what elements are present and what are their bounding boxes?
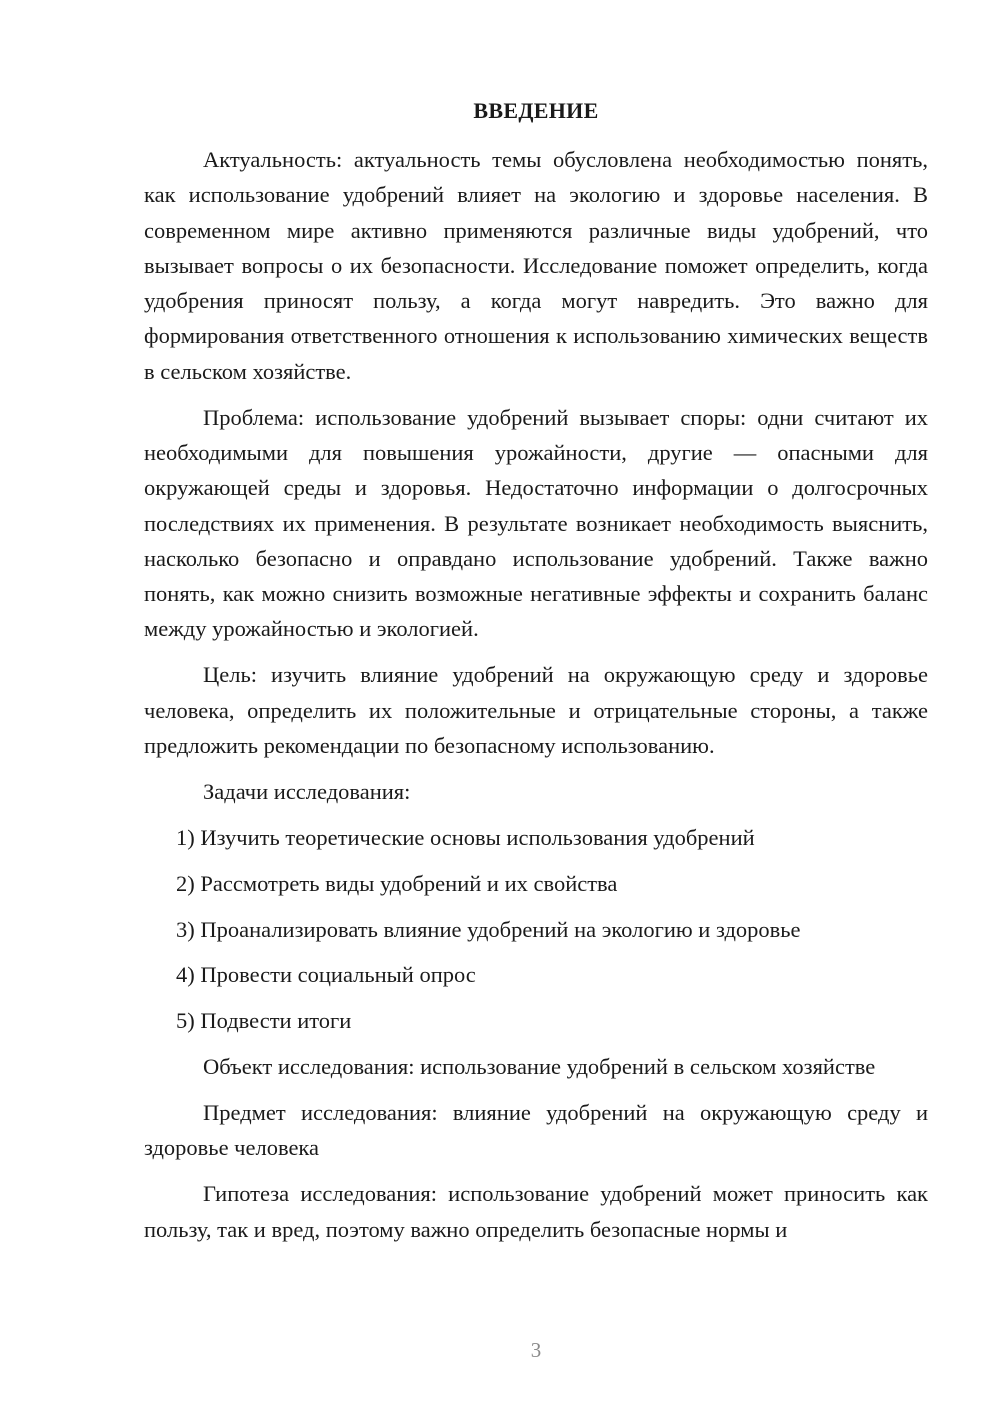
task-item: 2) Рассмотреть виды удобрений и их свойства [176, 870, 618, 896]
page-title: ВВЕДЕНИЕ [473, 98, 599, 123]
goal-paragraph: Цель: изучить влияние удобрений на окружающую среду и здоровье человека, определить их положительные и отрицательные стороны, а также предложить рекомендации по безопасному использованию. [144, 662, 928, 758]
relevance-paragraph: Актуальность: актуальность темы обусловлена необходимостью понять, как использование удобрений влияет на экологию и здоровье населения. В современном мире активно применяются различные виды удобрений, что вызывает вопросы о их безопасности. Исследование поможет определить, когда удобрения приносят пользу, а когда могут навредить. Это важно для формирования ответственного отношения к использованию химических веществ в сельском хозяйстве. [144, 147, 928, 384]
subject-paragraph: Предмет исследования: влияние удобрений на окружающую среду и здоровье человека [144, 1100, 928, 1161]
problem-paragraph: Проблема: использование удобрений вызывает споры: одни считают их необходимыми для повышения урожайности, другие — опасными для окружающей среды и здоровья. Недостаточно информации о долгосрочных последствиях их применения. В результате возникает необходимость выяснить, насколько безопасно и оправдано использование удобрений. Также важно понять, как можно снизить возможные негативные эффекты и сохранить баланс между урожайностью и экологией. [144, 404, 928, 642]
page-number: 3 [530, 1338, 542, 1362]
hypothesis-paragraph: Гипотеза исследования: использование удобрений может приносить как пользу, так и вред, поэтому важно определить безопасные нормы и [144, 1181, 928, 1242]
object-paragraph: Объект исследования: использование удобрений в сельском хозяйстве [203, 1054, 876, 1080]
task-item: 5) Подвести итоги [176, 1008, 352, 1034]
task-item: 3) Проанализировать влияние удобрений на экологию и здоровье [176, 916, 801, 942]
task-item: 1) Изучить теоретические основы использования удобрений [176, 824, 755, 850]
tasks-heading: Задачи исследования: [203, 778, 411, 804]
tasks-list [144, 820, 928, 1039]
page-body [144, 142, 928, 1247]
task-item: 4) Провести социальный опрос [176, 962, 476, 988]
